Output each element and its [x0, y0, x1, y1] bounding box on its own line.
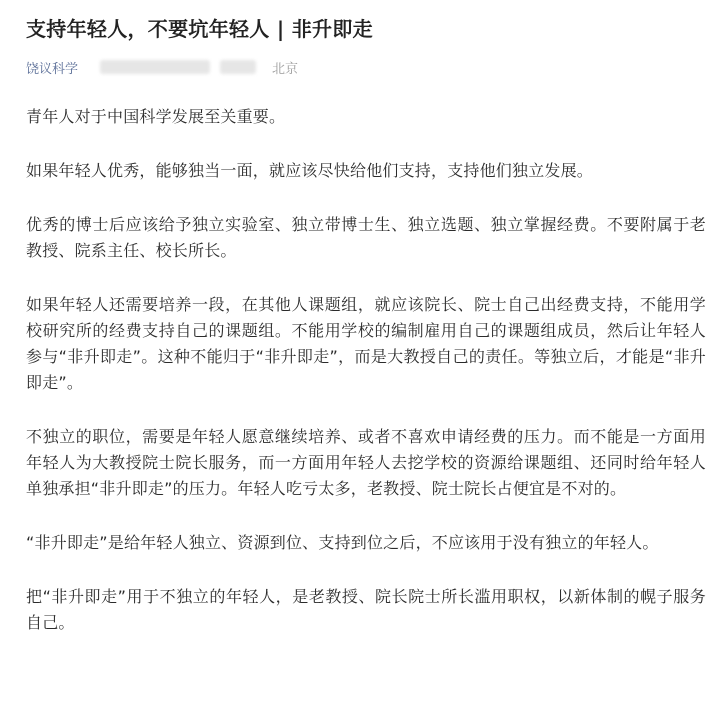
article-meta — [26, 56, 711, 78]
blurred-author — [100, 60, 210, 74]
account-name-link[interactable]: 饶议科学 — [26, 61, 79, 77]
paragraph: 青年人对于中国科学发展至关重要。 — [26, 107, 286, 126]
article-title: 支持年轻人，不要坑年轻人 | 非升即走 — [26, 17, 373, 41]
paragraph: 把“非升即走”用于不独立的年轻人，是老教授、院长院士所长滥用职权，以新体制的幌子服务自己。 — [26, 587, 706, 632]
paragraph: “非升即走”是给年轻人独立、资源到位、支持到位之后，不应该用于没有独立的年轻人。 — [26, 533, 659, 552]
paragraph: 优秀的博士后应该给予独立实验室、独立带博士生、独立选题、独立掌握经费。不要附属于老教授、院系主任、校长所长。 — [26, 215, 706, 260]
article-content — [26, 104, 706, 636]
paragraph: 如果年轻人还需要培养一段，在其他人课题组，就应该院长、院士自己出经费支持，不能用学校研究所的经费支持自己的课题组。不能用学校的编制雇用自己的课题组成员，然后让年轻人参与“非升即走”。这种不能归于“非升即走”，而是大教授自己的责任。等独立后，才能是“非升即走”。 — [26, 295, 706, 392]
paragraph: 如果年轻人优秀，能够独当一面，就应该尽快给他们支持，支持他们独立发展。 — [26, 161, 594, 180]
publish-location: 北京 — [272, 61, 299, 77]
blurred-date — [220, 60, 256, 74]
paragraph: 不独立的职位，需要是年轻人愿意继续培养、或者不喜欢申请经费的压力。而不能是一方面用年轻人为大教授院士院长服务，而一方面用年轻人去挖学校的资源给课题组、还同时给年轻人单独承担“非升即走”的压力。年轻人吃亏太多，老教授、院士院长占便宜是不对的。 — [26, 427, 706, 498]
